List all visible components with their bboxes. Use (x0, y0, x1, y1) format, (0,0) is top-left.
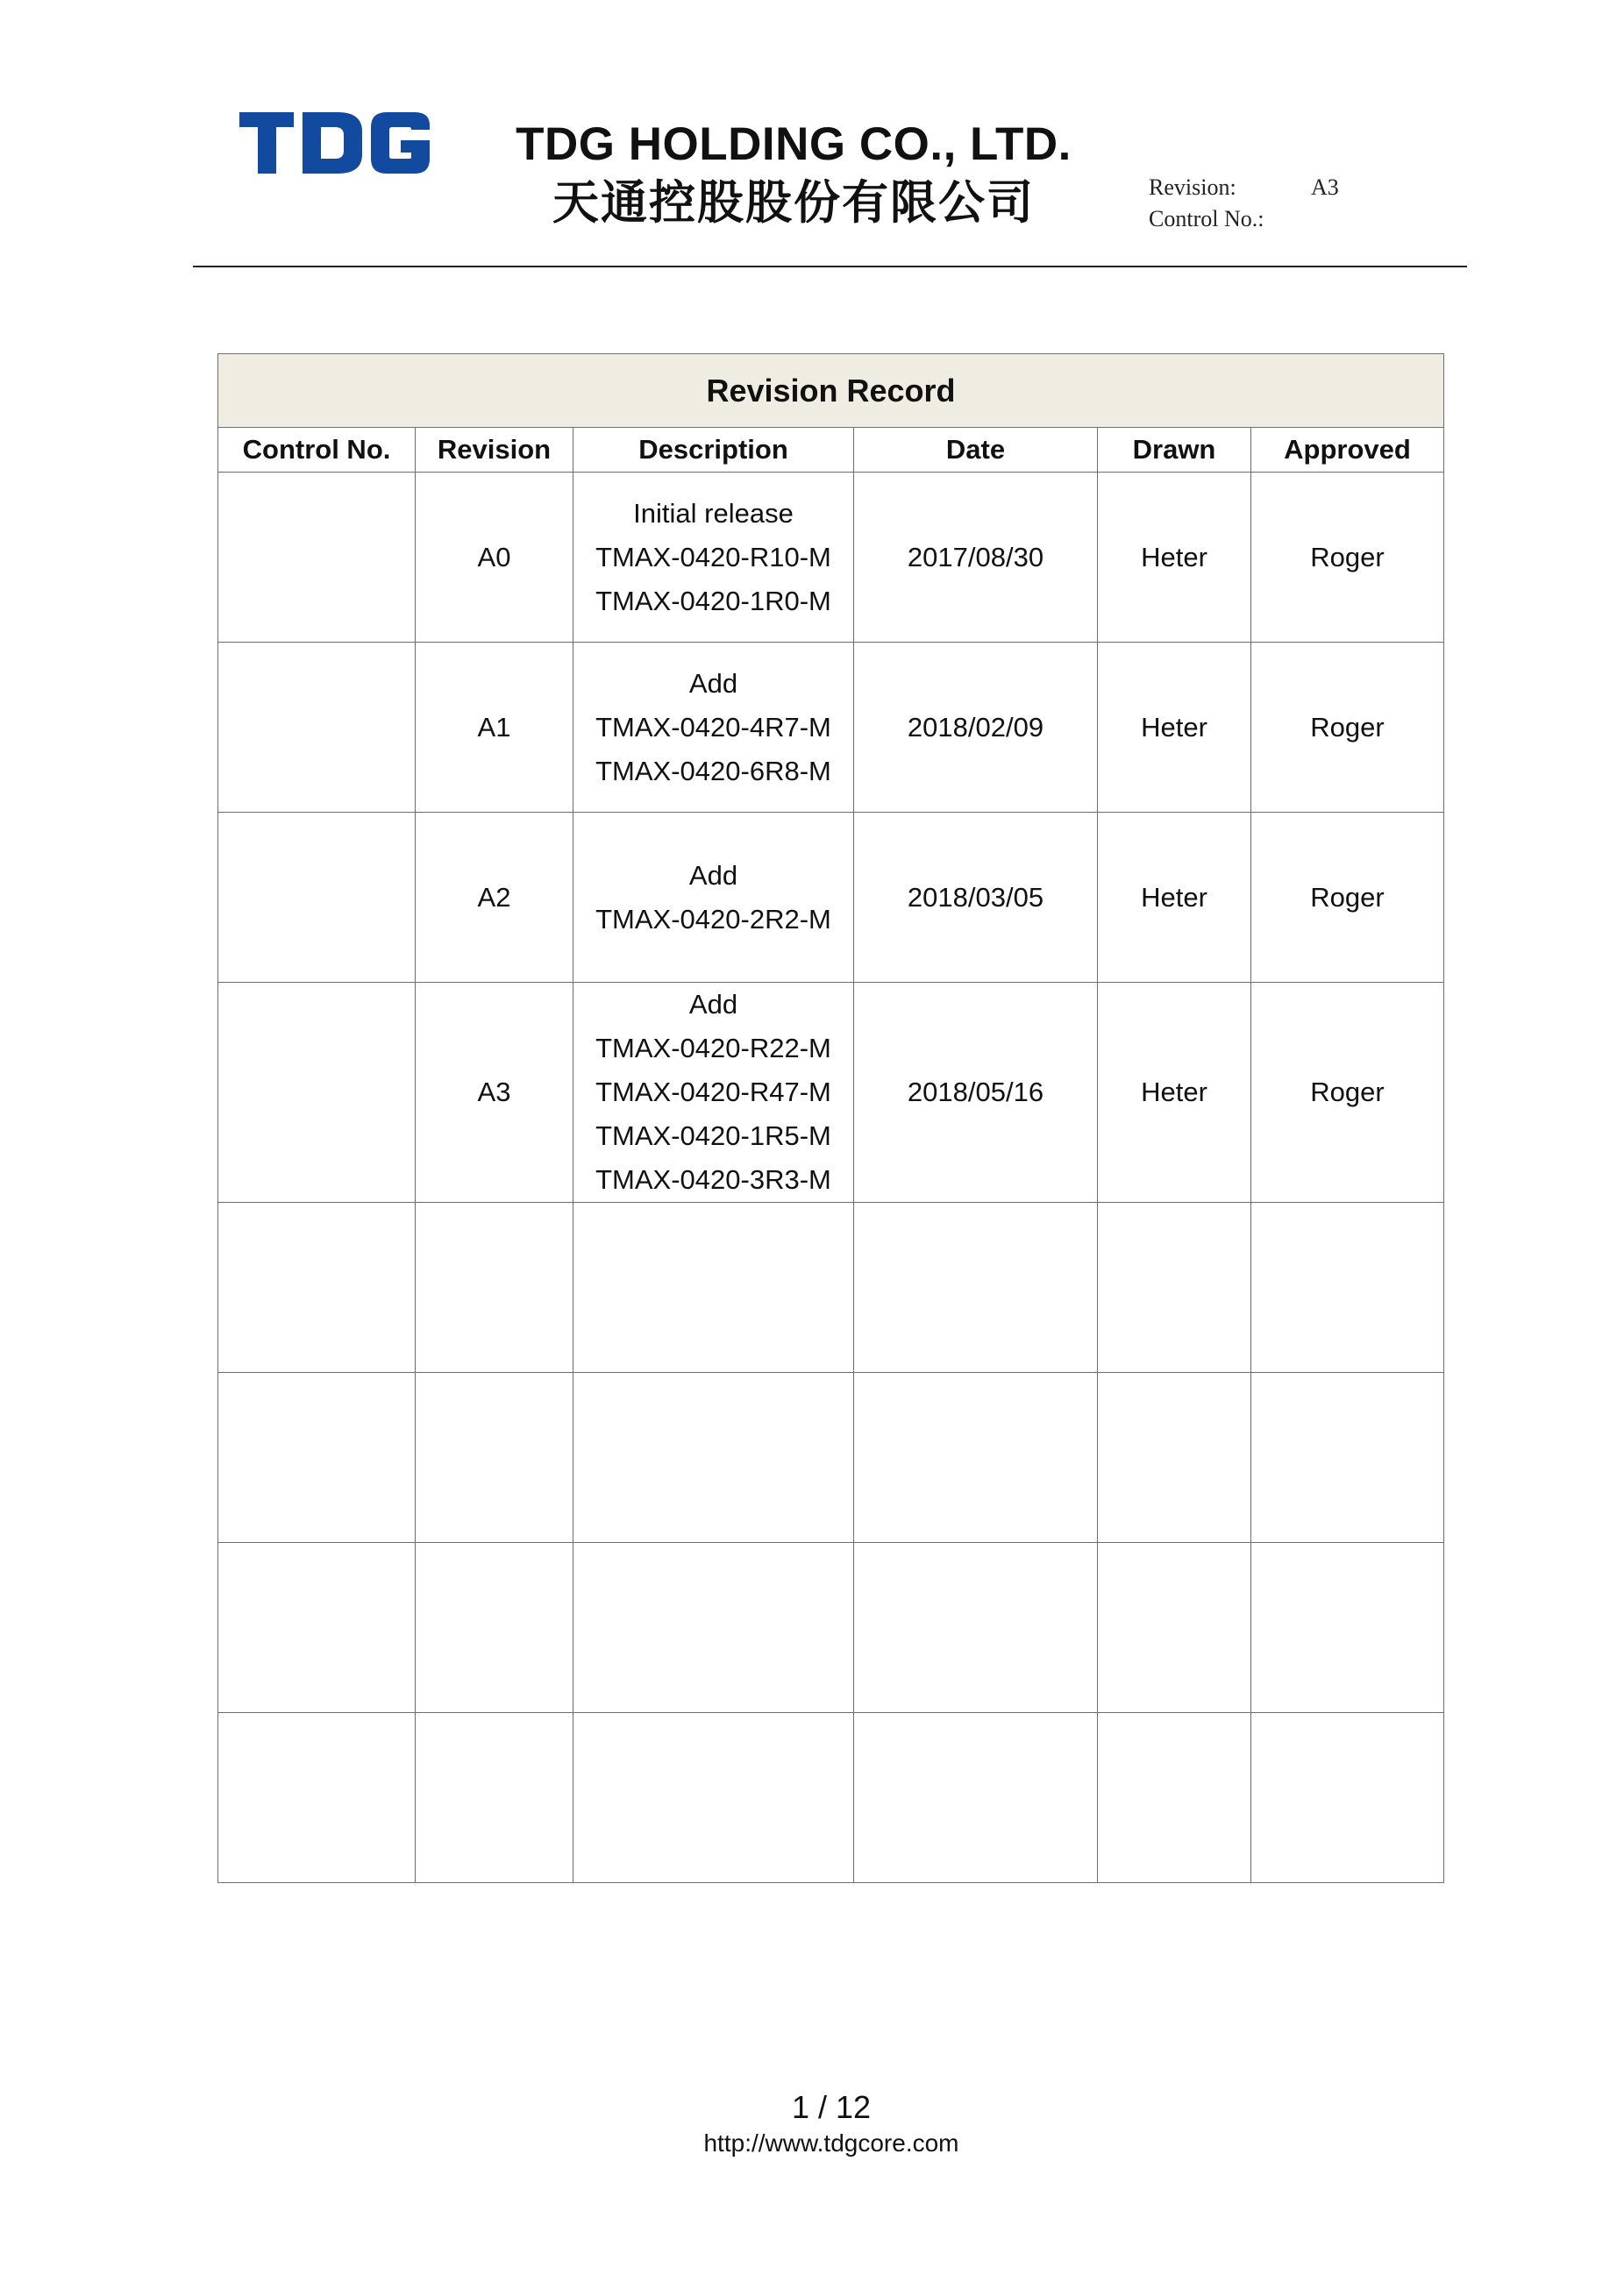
table-title-row (218, 354, 1444, 428)
table-row (218, 473, 1444, 643)
cell-approved: Roger (1251, 643, 1444, 813)
table-title: Revision Record (218, 354, 1444, 428)
header-divider (193, 266, 1467, 267)
empty-cell (573, 1373, 854, 1543)
description-line: Initial release (633, 497, 794, 529)
cell-date: 2018/03/05 (854, 813, 1098, 983)
empty-cell (218, 1373, 416, 1543)
revision-value: A3 (1311, 174, 1339, 200)
description-line: TMAX-0420-1R0-M (595, 585, 831, 616)
cell-approved: Roger (1251, 473, 1444, 643)
control-no-label: Control No.: (1149, 206, 1264, 231)
column-header-approved: Approved (1251, 428, 1444, 473)
description-line: Add (688, 989, 738, 1020)
empty-table-row (218, 1203, 1444, 1373)
cell-approved: Roger (1251, 983, 1444, 1203)
cell-drawn: Heter (1098, 643, 1251, 813)
cell-revision: A1 (416, 643, 573, 813)
description-line: TMAX-0420-1R5-M (595, 1120, 831, 1151)
empty-cell (1251, 1373, 1444, 1543)
column-header-description: Description (573, 428, 854, 473)
column-header-date: Date (854, 428, 1098, 473)
empty-cell (416, 1373, 573, 1543)
cell-description (573, 643, 854, 813)
cell-date: 2018/05/16 (854, 983, 1098, 1203)
empty-table-row (218, 1373, 1444, 1543)
cell-control-no (218, 983, 416, 1203)
column-header-control-no: Control No. (218, 428, 416, 473)
empty-cell (1251, 1713, 1444, 1883)
empty-cell (1098, 1543, 1251, 1713)
page-number: 1 / 12 (791, 2089, 872, 2125)
cell-revision: A2 (416, 813, 573, 983)
description-line: TMAX-0420-4R7-M (595, 711, 831, 743)
cell-drawn: Heter (1098, 983, 1251, 1203)
cell-control-no (218, 473, 416, 643)
cell-revision: A0 (416, 473, 573, 643)
cell-control-no (218, 643, 416, 813)
cell-approved: Roger (1251, 813, 1444, 983)
empty-cell (1098, 1373, 1251, 1543)
cell-date: 2018/02/09 (854, 643, 1098, 813)
website-link[interactable]: http://www.tdgcore.com (703, 2129, 959, 2157)
table-row (218, 813, 1444, 983)
cell-description (573, 473, 854, 643)
empty-cell (218, 1203, 416, 1373)
empty-cell (854, 1713, 1098, 1883)
table-header-row (218, 428, 1444, 473)
description-line: TMAX-0420-3R3-M (595, 1164, 831, 1195)
empty-cell (218, 1713, 416, 1883)
tdg-logo-icon (239, 112, 430, 174)
empty-table-row (218, 1713, 1444, 1883)
empty-cell (1251, 1203, 1444, 1373)
empty-cell (854, 1373, 1098, 1543)
revision-record-table (217, 353, 1444, 1883)
description-line: Add (688, 859, 738, 891)
column-header-drawn: Drawn (1098, 428, 1251, 473)
description-line: TMAX-0420-2R2-M (595, 903, 831, 935)
description-line: Add (688, 667, 738, 699)
cell-drawn: Heter (1098, 813, 1251, 983)
table-row (218, 643, 1444, 813)
empty-cell (1098, 1203, 1251, 1373)
column-header-revision: Revision (416, 428, 573, 473)
empty-cell (854, 1203, 1098, 1373)
empty-cell (573, 1203, 854, 1373)
empty-cell (573, 1713, 854, 1883)
description-line: TMAX-0420-R47-M (595, 1077, 831, 1107)
cell-revision: A3 (416, 983, 573, 1203)
empty-cell (1251, 1543, 1444, 1713)
table-row (218, 983, 1444, 1203)
company-name-chinese: 天通控股股份有限公司 (552, 176, 1035, 230)
cell-control-no (218, 813, 416, 983)
description-line: TMAX-0420-R22-M (595, 1033, 831, 1063)
empty-cell (416, 1713, 573, 1883)
empty-cell (573, 1543, 854, 1713)
company-logo (239, 112, 430, 174)
revision-label: Revision: (1149, 174, 1236, 200)
cell-drawn: Heter (1098, 473, 1251, 643)
description-line: TMAX-0420-R10-M (595, 541, 831, 572)
cell-description (573, 983, 854, 1203)
cell-description (573, 813, 854, 983)
cell-date: 2017/08/30 (854, 473, 1098, 643)
empty-table-row (218, 1543, 1444, 1713)
empty-cell (416, 1543, 573, 1713)
company-name-english: TDG HOLDING CO., LTD. (516, 118, 1072, 170)
description-line: TMAX-0420-6R8-M (595, 755, 831, 786)
empty-cell (1098, 1713, 1251, 1883)
empty-cell (416, 1203, 573, 1373)
empty-cell (854, 1543, 1098, 1713)
empty-cell (218, 1543, 416, 1713)
